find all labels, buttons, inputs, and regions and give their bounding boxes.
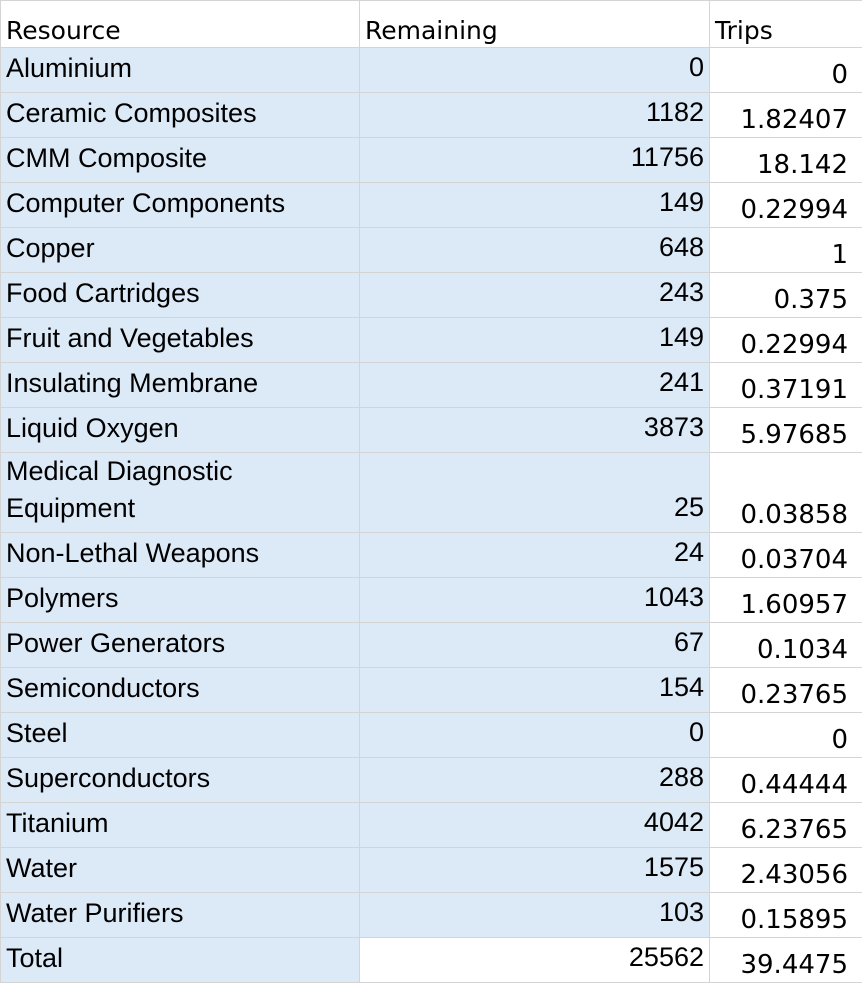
table-row <box>1 228 862 273</box>
header-row <box>1 1 862 48</box>
table-row <box>1 93 862 138</box>
table-row <box>1 803 862 848</box>
trips-cell[interactable]: 0.375 <box>710 273 862 318</box>
resource-cell[interactable]: Fruit and Vegetables <box>1 318 360 363</box>
table-row <box>1 848 862 893</box>
table-row <box>1 668 862 713</box>
resource-cell[interactable]: Power Generators <box>1 623 360 668</box>
table-row <box>1 318 862 363</box>
resource-cell[interactable]: Aluminium <box>1 48 360 93</box>
trips-cell[interactable]: 2.43056 <box>710 848 862 893</box>
trips-cell[interactable]: 0.44444 <box>710 758 862 803</box>
table-row <box>1 893 862 938</box>
header-trips[interactable]: Trips <box>710 1 862 48</box>
total-trips-cell[interactable]: 39.4475 <box>710 938 862 983</box>
remaining-cell[interactable]: 1575 <box>360 848 710 893</box>
resource-cell[interactable]: Polymers <box>1 578 360 623</box>
trips-cell[interactable]: 0.22994 <box>710 183 862 228</box>
trips-cell[interactable]: 0.15895 <box>710 893 862 938</box>
table-row <box>1 578 862 623</box>
remaining-cell[interactable]: 4042 <box>360 803 710 848</box>
total-row <box>1 938 862 983</box>
remaining-cell[interactable]: 24 <box>360 533 710 578</box>
trips-cell[interactable]: 1 <box>710 228 862 273</box>
resource-cell[interactable]: Steel <box>1 713 360 758</box>
remaining-cell[interactable]: 149 <box>360 318 710 363</box>
remaining-cell[interactable]: 25 <box>360 453 710 533</box>
remaining-cell[interactable]: 0 <box>360 48 710 93</box>
resource-cell[interactable]: Liquid Oxygen <box>1 408 360 453</box>
remaining-cell[interactable]: 288 <box>360 758 710 803</box>
remaining-cell[interactable]: 103 <box>360 893 710 938</box>
remaining-cell[interactable]: 0 <box>360 713 710 758</box>
remaining-cell[interactable]: 149 <box>360 183 710 228</box>
resource-cell[interactable]: Water Purifiers <box>1 893 360 938</box>
trips-cell[interactable]: 6.23765 <box>710 803 862 848</box>
table-row <box>1 453 862 533</box>
remaining-cell[interactable]: 241 <box>360 363 710 408</box>
trips-cell[interactable]: 0.1034 <box>710 623 862 668</box>
resource-cell[interactable]: Non-Lethal Weapons <box>1 533 360 578</box>
trips-cell[interactable]: 0 <box>710 713 862 758</box>
resource-cell[interactable]: Semiconductors <box>1 668 360 713</box>
resource-cell[interactable]: Insulating Membrane <box>1 363 360 408</box>
resource-cell[interactable]: Water <box>1 848 360 893</box>
remaining-cell[interactable]: 11756 <box>360 138 710 183</box>
resource-cell[interactable]: Computer Components <box>1 183 360 228</box>
trips-cell[interactable]: 0.23765 <box>710 668 862 713</box>
trips-cell[interactable]: 1.60957 <box>710 578 862 623</box>
trips-cell[interactable]: 0.03704 <box>710 533 862 578</box>
total-label-cell[interactable]: Total <box>1 938 360 983</box>
table-row <box>1 758 862 803</box>
table-row <box>1 48 862 93</box>
remaining-cell[interactable]: 648 <box>360 228 710 273</box>
trips-cell[interactable]: 0.22994 <box>710 318 862 363</box>
trips-cell[interactable]: 0.03858 <box>710 453 862 533</box>
trips-cell[interactable]: 5.97685 <box>710 408 862 453</box>
table-row <box>1 273 862 318</box>
table-row <box>1 183 862 228</box>
total-remaining-cell[interactable]: 25562 <box>360 938 710 983</box>
resource-cell[interactable]: Superconductors <box>1 758 360 803</box>
header-resource[interactable]: Resource <box>1 1 360 48</box>
resource-cell[interactable]: Medical Diagnostic Equipment <box>1 453 360 533</box>
resource-cell[interactable]: Titanium <box>1 803 360 848</box>
remaining-cell[interactable]: 1043 <box>360 578 710 623</box>
table-row <box>1 713 862 758</box>
remaining-cell[interactable]: 243 <box>360 273 710 318</box>
remaining-cell[interactable]: 154 <box>360 668 710 713</box>
resource-cell[interactable]: Food Cartridges <box>1 273 360 318</box>
table-row <box>1 623 862 668</box>
table-row <box>1 533 862 578</box>
trips-cell[interactable]: 0.37191 <box>710 363 862 408</box>
trips-cell[interactable]: 1.82407 <box>710 93 862 138</box>
resource-cell[interactable]: Ceramic Composites <box>1 93 360 138</box>
table-row <box>1 408 862 453</box>
remaining-cell[interactable]: 1182 <box>360 93 710 138</box>
trips-cell[interactable]: 18.142 <box>710 138 862 183</box>
trips-cell[interactable]: 0 <box>710 48 862 93</box>
remaining-cell[interactable]: 67 <box>360 623 710 668</box>
table-row <box>1 363 862 408</box>
remaining-cell[interactable]: 3873 <box>360 408 710 453</box>
resource-cell[interactable]: CMM Composite <box>1 138 360 183</box>
resource-cell[interactable]: Copper <box>1 228 360 273</box>
header-remaining[interactable]: Remaining <box>360 1 710 48</box>
table-row <box>1 138 862 183</box>
